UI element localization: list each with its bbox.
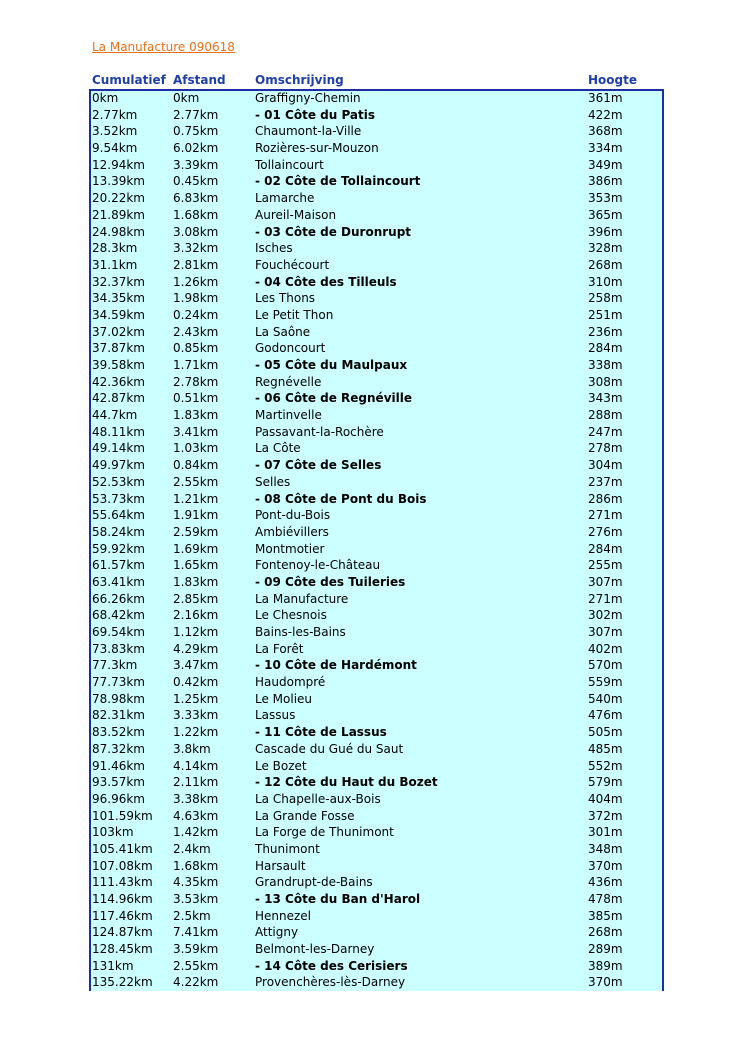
altitude-cell: 559m [588, 675, 623, 690]
description-cell: Hennezel [255, 908, 312, 923]
table-row [92, 592, 662, 609]
description-cell: - 11 Côte de Lassus [255, 725, 387, 740]
distance-cell: 3.8km [173, 741, 211, 756]
table-row [92, 809, 662, 826]
cumulative-cell: 91.46km [92, 758, 145, 773]
description-cell: La Forêt [255, 641, 304, 656]
cumulative-cell: 61.57km [92, 558, 145, 573]
cumulative-cell: 53.73km [92, 491, 145, 506]
table-row [92, 942, 662, 959]
altitude-cell: 304m [588, 458, 623, 473]
altitude-cell: 251m [588, 307, 623, 322]
cumulative-cell: 107.08km [92, 858, 153, 873]
cumulative-cell: 49.97km [92, 458, 145, 473]
cumulative-cell: 73.83km [92, 641, 145, 656]
description-cell: Tollaincourt [255, 157, 324, 172]
cumulative-cell: 31.1km [92, 257, 138, 272]
distance-cell: 2.11km [173, 775, 219, 790]
altitude-cell: 348m [588, 841, 623, 856]
altitude-cell: 255m [588, 558, 623, 573]
cumulative-cell: 93.57km [92, 775, 145, 790]
table-row [92, 558, 662, 575]
cumulative-cell: 3.52km [92, 124, 138, 139]
description-cell: Ambiévillers [255, 524, 329, 539]
cumulative-cell: 52.53km [92, 474, 145, 489]
cumulative-cell: 58.24km [92, 524, 145, 539]
altitude-cell: 247m [588, 424, 623, 439]
description-cell: Rozières-sur-Mouzon [255, 141, 379, 156]
altitude-cell: 334m [588, 141, 623, 156]
cumulative-cell: 128.45km [92, 942, 153, 957]
distance-cell: 0.45km [173, 174, 219, 189]
description-cell: Lassus [255, 708, 296, 723]
description-cell: Fouchécourt [255, 257, 330, 272]
description-cell: La Forge de Thunimont [255, 825, 394, 840]
distance-cell: 1.83km [173, 408, 219, 423]
altitude-cell: 349m [588, 157, 623, 172]
cumulative-cell: 34.59km [92, 307, 145, 322]
distance-cell: 2.85km [173, 591, 219, 606]
description-cell: Isches [255, 241, 293, 256]
altitude-cell: 258m [588, 291, 623, 306]
distance-cell: 0.24km [173, 307, 219, 322]
cumulative-cell: 34.35km [92, 291, 145, 306]
distance-cell: 3.39km [173, 157, 219, 172]
distance-cell: 2.5km [173, 908, 211, 923]
description-cell: - 04 Côte des Tilleuls [255, 274, 397, 289]
distance-cell: 4.63km [173, 808, 219, 823]
cumulative-cell: 37.02km [92, 324, 145, 339]
distance-cell: 3.38km [173, 791, 219, 806]
description-cell: Chaumont-la-Ville [255, 124, 362, 139]
table-row [92, 925, 662, 942]
table-row [92, 675, 662, 692]
table-row [92, 875, 662, 892]
altitude-cell: 386m [588, 174, 623, 189]
distance-cell: 1.69km [173, 541, 219, 556]
description-cell: Regnévelle [255, 374, 322, 389]
altitude-cell: 271m [588, 591, 623, 606]
table-row [92, 291, 662, 308]
cumulative-cell: 59.92km [92, 541, 145, 556]
distance-cell: 2.59km [173, 524, 219, 539]
cumulative-cell: 42.36km [92, 374, 145, 389]
cumulative-cell: 87.32km [92, 741, 145, 756]
page-title[interactable]: La Manufacture 090618 [92, 40, 235, 54]
altitude-cell: 271m [588, 508, 623, 523]
altitude-cell: 396m [588, 224, 623, 239]
distance-cell: 1.65km [173, 558, 219, 573]
distance-cell: 4.29km [173, 641, 219, 656]
distance-cell: 1.03km [173, 441, 219, 456]
table-row [92, 158, 662, 175]
altitude-cell: 370m [588, 858, 623, 873]
description-cell: Les Thons [255, 291, 316, 306]
description-cell: Provenchères-lès-Darney [255, 975, 406, 990]
cumulative-cell: 0km [92, 91, 119, 105]
distance-cell: 2.4km [173, 841, 211, 856]
table-row [92, 892, 662, 909]
table-row [92, 975, 662, 992]
cumulative-cell: 105.41km [92, 841, 153, 856]
cumulative-cell: 48.11km [92, 424, 145, 439]
description-cell: Passavant-la-Rochère [255, 424, 384, 439]
description-cell: - 07 Côte de Selles [255, 458, 382, 473]
table-row [92, 441, 662, 458]
description-cell: Godoncourt [255, 341, 326, 356]
table-row [92, 358, 662, 375]
distance-cell: 2.78km [173, 374, 219, 389]
description-cell: - 06 Côte de Regnéville [255, 391, 412, 406]
table-row [92, 608, 662, 625]
description-cell: Le Petit Thon [255, 307, 334, 322]
distance-cell: 1.91km [173, 508, 219, 523]
altitude-cell: 289m [588, 942, 623, 957]
table-row [92, 658, 662, 675]
cumulative-cell: 39.58km [92, 358, 145, 372]
description-cell: - 10 Côte de Hardémont [255, 658, 417, 673]
table-row [92, 225, 662, 242]
table-row [92, 191, 662, 208]
description-cell: - 08 Côte de Pont du Bois [255, 491, 427, 506]
table-row [92, 508, 662, 525]
description-cell: Graffigny-Chemin [255, 91, 361, 105]
description-cell: - 05 Côte du Maulpaux [255, 358, 408, 372]
altitude-cell: 301m [588, 825, 623, 840]
table-row [92, 842, 662, 859]
table-row [92, 341, 662, 358]
table-row [92, 492, 662, 509]
description-cell: - 12 Côte du Haut du Bozet [255, 775, 438, 790]
distance-cell: 1.98km [173, 291, 219, 306]
distance-cell: 2.55km [173, 958, 219, 973]
distance-cell: 1.68km [173, 858, 219, 873]
altitude-cell: 338m [588, 358, 623, 372]
altitude-cell: 478m [588, 892, 623, 906]
description-cell: - 13 Côte du Ban d'Harol [255, 892, 421, 906]
distance-cell: 3.33km [173, 708, 219, 723]
distance-cell: 0km [173, 91, 200, 105]
description-cell: Le Chesnois [255, 608, 327, 623]
description-cell: Montmotier [255, 541, 325, 556]
altitude-cell: 368m [588, 124, 623, 139]
cumulative-cell: 55.64km [92, 508, 145, 523]
table-row [92, 241, 662, 258]
cumulative-cell: 77.73km [92, 675, 145, 690]
distance-cell: 2.81km [173, 257, 219, 272]
altitude-cell: 237m [588, 474, 623, 489]
cumulative-cell: 103km [92, 825, 134, 840]
table-header [92, 73, 668, 89]
cumulative-cell: 20.22km [92, 191, 145, 206]
altitude-cell: 328m [588, 241, 623, 256]
altitude-cell: 552m [588, 758, 623, 773]
table-row [92, 258, 662, 275]
distance-cell: 3.41km [173, 424, 219, 439]
table-row [92, 825, 662, 842]
cumulative-cell: 131km [92, 958, 134, 973]
altitude-cell: 361m [588, 91, 623, 105]
description-cell: Selles [255, 474, 291, 489]
altitude-cell: 436m [588, 875, 623, 890]
distance-cell: 1.68km [173, 207, 219, 222]
distance-cell: 3.08km [173, 224, 219, 239]
cumulative-cell: 49.14km [92, 441, 145, 456]
distance-cell: 0.85km [173, 341, 219, 356]
cumulative-cell: 44.7km [92, 408, 138, 423]
description-cell: Lamarche [255, 191, 315, 206]
header-distance: Afstand [173, 73, 226, 87]
distance-cell: 3.47km [173, 658, 219, 673]
table-row [92, 408, 662, 425]
table-row [92, 859, 662, 876]
distance-cell: 2.55km [173, 474, 219, 489]
distance-cell: 2.77km [173, 107, 219, 122]
table-row [92, 542, 662, 559]
cumulative-cell: 37.87km [92, 341, 145, 356]
table-row [92, 208, 662, 225]
distance-cell: 1.21km [173, 491, 219, 506]
description-cell: Belmont-les-Darney [255, 942, 375, 957]
distance-cell: 3.32km [173, 241, 219, 256]
distance-cell: 0.75km [173, 124, 219, 139]
distance-cell: 1.26km [173, 274, 219, 289]
distance-cell: 6.83km [173, 191, 219, 206]
cumulative-cell: 32.37km [92, 274, 145, 289]
table-row [92, 475, 662, 492]
description-cell: - 01 Côte du Patis [255, 107, 376, 122]
table-row [92, 708, 662, 725]
description-cell: - 02 Côte de Tollaincourt [255, 174, 421, 189]
table-row [92, 91, 662, 108]
distance-cell: 2.43km [173, 324, 219, 339]
description-cell: La Saône [255, 324, 311, 339]
altitude-cell: 389m [588, 958, 623, 973]
table-row [92, 775, 662, 792]
distance-cell: 1.42km [173, 825, 219, 840]
description-cell: La Chapelle-aux-Bois [255, 791, 381, 806]
cumulative-cell: 42.87km [92, 391, 145, 406]
cumulative-cell: 96.96km [92, 791, 145, 806]
distance-cell: 0.42km [173, 675, 219, 690]
cumulative-cell: 28.3km [92, 241, 138, 256]
cumulative-cell: 117.46km [92, 908, 153, 923]
description-cell: Harsault [255, 858, 306, 873]
description-cell: Cascade du Gué du Saut [255, 741, 404, 756]
table-row [92, 759, 662, 776]
altitude-cell: 276m [588, 524, 623, 539]
description-cell: Bains-les-Bains [255, 625, 346, 639]
altitude-cell: 288m [588, 408, 623, 423]
description-cell: La Grande Fosse [255, 808, 355, 823]
description-cell: Pont-du-Bois [255, 508, 331, 523]
distance-cell: 1.22km [173, 725, 219, 740]
altitude-cell: 302m [588, 608, 623, 623]
description-cell: Martinvelle [255, 408, 322, 423]
altitude-cell: 422m [588, 107, 623, 122]
distance-cell: 3.53km [173, 892, 219, 906]
table-row [92, 642, 662, 659]
description-cell: Grandrupt-de-Bains [255, 875, 373, 890]
table-row [92, 141, 662, 158]
description-cell: Thunimont [255, 841, 320, 856]
route-table-rows [92, 91, 662, 992]
table-row [92, 742, 662, 759]
cumulative-cell: 13.39km [92, 174, 145, 189]
table-row [92, 375, 662, 392]
description-cell: Haudompré [255, 675, 326, 690]
cumulative-cell: 69.54km [92, 625, 145, 639]
description-cell: Fontenoy-le-Château [255, 558, 381, 573]
table-row [92, 108, 662, 125]
cumulative-cell: 83.52km [92, 725, 145, 740]
cumulative-cell: 68.42km [92, 608, 145, 623]
distance-cell: 0.51km [173, 391, 219, 406]
table-row [92, 174, 662, 191]
table-row [92, 625, 662, 642]
distance-cell: 4.35km [173, 875, 219, 890]
cumulative-cell: 82.31km [92, 708, 145, 723]
cumulative-cell: 9.54km [92, 141, 138, 156]
table-row [92, 124, 662, 141]
table-row [92, 425, 662, 442]
altitude-cell: 385m [588, 908, 623, 923]
altitude-cell: 370m [588, 975, 623, 990]
altitude-cell: 505m [588, 725, 623, 740]
header-description: Omschrijving [255, 73, 344, 87]
table-row [92, 275, 662, 292]
distance-cell: 4.14km [173, 758, 219, 773]
table-row [92, 575, 662, 592]
altitude-cell: 402m [588, 641, 623, 656]
cumulative-cell: 111.43km [92, 875, 153, 890]
altitude-cell: 236m [588, 324, 623, 339]
description-cell: Attigny [255, 925, 299, 940]
altitude-cell: 284m [588, 541, 623, 556]
description-cell: La Manufacture [255, 591, 349, 606]
description-cell: - 03 Côte de Duronrupt [255, 224, 412, 239]
altitude-cell: 365m [588, 207, 623, 222]
distance-cell: 4.22km [173, 975, 219, 990]
altitude-cell: 476m [588, 708, 623, 723]
cumulative-cell: 12.94km [92, 157, 145, 172]
description-cell: - 14 Côte des Cerisiers [255, 958, 408, 973]
table-row [92, 525, 662, 542]
distance-cell: 1.25km [173, 691, 219, 706]
description-cell: Le Molieu [255, 691, 313, 706]
altitude-cell: 284m [588, 341, 623, 356]
header-cumulative: Cumulatief [92, 73, 166, 87]
cumulative-cell: 78.98km [92, 691, 145, 706]
cumulative-cell: 124.87km [92, 925, 153, 940]
distance-cell: 0.84km [173, 458, 219, 473]
distance-cell: 3.59km [173, 942, 219, 957]
altitude-cell: 540m [588, 691, 623, 706]
distance-cell: 1.12km [173, 625, 219, 639]
altitude-cell: 278m [588, 441, 623, 456]
cumulative-cell: 101.59km [92, 808, 153, 823]
distance-cell: 6.02km [173, 141, 219, 156]
altitude-cell: 579m [588, 775, 623, 790]
table-row [92, 458, 662, 475]
description-cell: - 09 Côte des Tuileries [255, 574, 406, 589]
cumulative-cell: 24.98km [92, 224, 145, 239]
altitude-cell: 307m [588, 574, 623, 589]
distance-cell: 7.41km [173, 925, 219, 940]
table-row [92, 725, 662, 742]
altitude-cell: 353m [588, 191, 623, 206]
altitude-cell: 307m [588, 625, 623, 639]
description-cell: La Côte [255, 441, 301, 456]
cumulative-cell: 66.26km [92, 591, 145, 606]
cumulative-cell: 114.96km [92, 892, 153, 906]
altitude-cell: 268m [588, 257, 623, 272]
cumulative-cell: 2.77km [92, 107, 138, 122]
table-row [92, 308, 662, 325]
altitude-cell: 570m [588, 658, 623, 673]
altitude-cell: 372m [588, 808, 623, 823]
cumulative-cell: 135.22km [92, 975, 153, 990]
header-altitude: Hoogte [588, 73, 637, 87]
altitude-cell: 310m [588, 274, 623, 289]
distance-cell: 2.16km [173, 608, 219, 623]
distance-cell: 1.83km [173, 574, 219, 589]
altitude-cell: 343m [588, 391, 623, 406]
table-row [92, 692, 662, 709]
description-cell: Aureil-Maison [255, 207, 337, 222]
altitude-cell: 485m [588, 741, 623, 756]
altitude-cell: 308m [588, 374, 623, 389]
cumulative-cell: 63.41km [92, 574, 145, 589]
altitude-cell: 268m [588, 925, 623, 940]
table-row [92, 325, 662, 342]
altitude-cell: 286m [588, 491, 623, 506]
table-row [92, 959, 662, 976]
description-cell: Le Bozet [255, 758, 307, 773]
table-row [92, 391, 662, 408]
distance-cell: 1.71km [173, 358, 219, 372]
cumulative-cell: 77.3km [92, 658, 138, 673]
table-row [92, 909, 662, 926]
cumulative-cell: 21.89km [92, 207, 145, 222]
altitude-cell: 404m [588, 791, 623, 806]
table-row [92, 792, 662, 809]
